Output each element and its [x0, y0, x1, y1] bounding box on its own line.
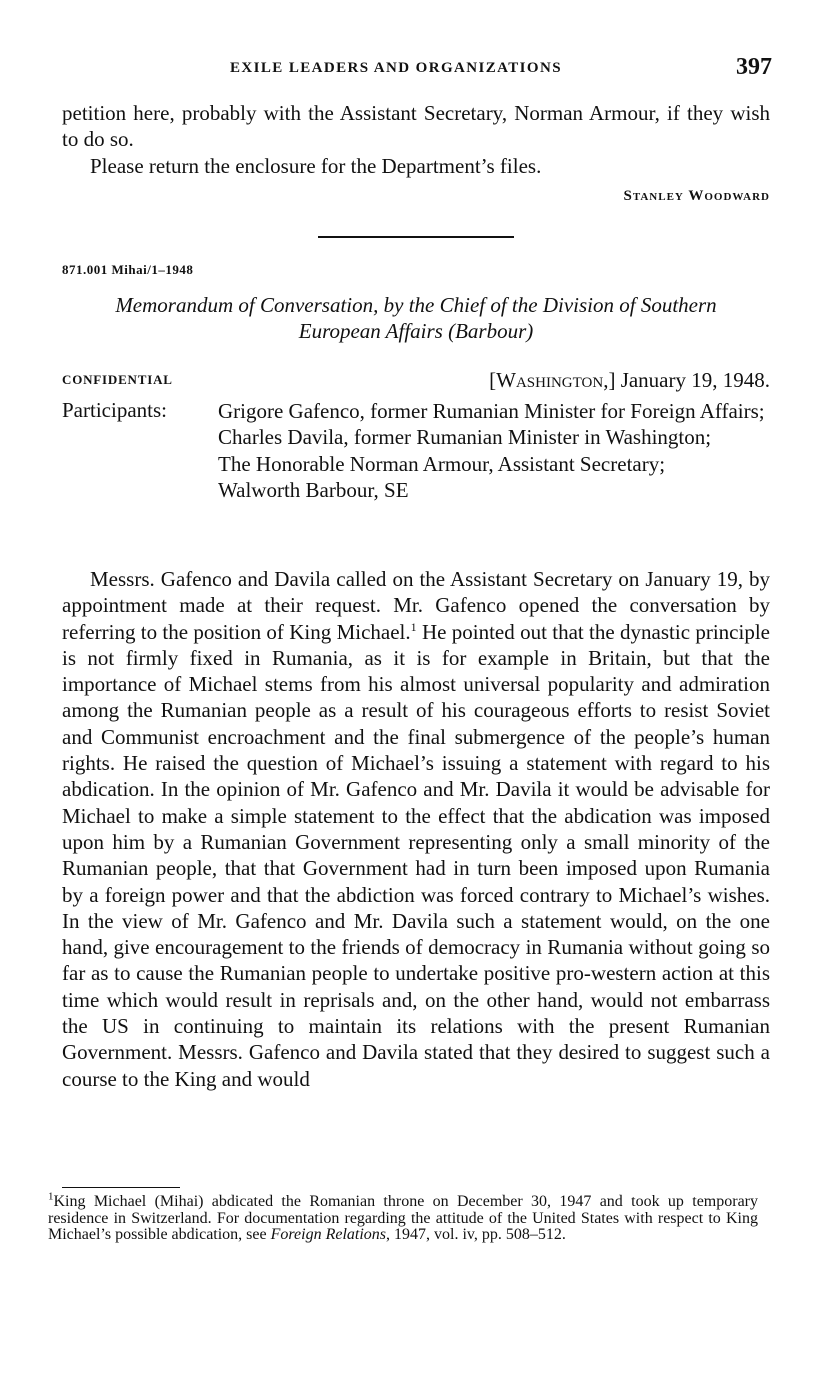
footnote-rule	[62, 1187, 180, 1188]
body-text-part2: He pointed out that the dynastic principle is not firmly fixed in Rumania, as it is for example in Britain, but that the importance of Michael stems from his almost universal popularity and admiration among the Rumanian people as a result of his courageous efforts to resist Soviet and Communist encroachment and the final submergence of the people’s human rights. He raised the question of Michael’s issuing a statement with regard to his abdication. In the opinion of Mr. Gafenco and Mr. Davila it would be advisable for Michael to make a simple statement to the effect that the abdication was imposed upon him by a Rumanian Government representing only a small minority of the Rumanian people, that that Government had in turn been imposed upon Rumania by a foreign power and that the abdiction was forced contrary to Michael’s wishes. In the view of Mr. Gafenco and Mr. Davila such a statement would, on the one hand, give encouragement to the friends of democracy in Rumania without going so far as to cause the Rumanian people to undertake positive pro-western action at this time which would result in reprisals and, on the other hand, would not embarrass the US in continuing to maintain its relations with the present Rumanian Government. Messrs. Gafenco and Davila stated that they desired to suggest such a course to the King and would	[62, 619, 770, 1091]
letter-continuation: petition here, probably with the Assistant Secretary, Norman Armour, if they wish to do so.	[62, 101, 770, 152]
participant-item: The Honorable Norman Armour, Assistant Secretary;	[218, 451, 666, 476]
dateline-place: [Washington,]	[489, 368, 616, 392]
letter-closing: Please return the enclosure for the Department’s files.	[90, 153, 542, 178]
footnote-text-a: King Michael (Mihai) abdicated the Romanian throne on December 30, 1947 and took up temporary residence in Switzerland. For documentation regarding the attitude of the United States with respect to King Michael’s possible abdication, see	[48, 1193, 758, 1243]
signature: Stanley Woodward	[623, 188, 770, 204]
participant-list	[218, 398, 770, 503]
footnote-number: 1	[48, 1190, 54, 1203]
classification-label: CONFIDENTIAL	[62, 372, 173, 387]
previous-letter	[62, 100, 770, 179]
running-title: EXILE LEADERS AND ORGANIZATIONS	[230, 60, 562, 76]
participant-item: Grigore Gafenco, former Rumanian Minister for Foreign Affairs;	[218, 399, 765, 423]
file-reference: 871.001 Mihai/1–1948	[62, 262, 194, 277]
participant-item: Charles Davila, former Rumanian Minister in Washington;	[218, 425, 712, 450]
footnote-source-title: Foreign Relations	[270, 1226, 386, 1243]
footnote-reference: 1	[410, 619, 417, 634]
memorandum-body	[62, 566, 770, 1092]
page-number: 397	[736, 54, 772, 80]
dateline	[489, 368, 770, 393]
participant-item: Walworth Barbour, SE	[218, 477, 409, 502]
document-title: Memorandum of Conversation, by the Chief of the Division of Southern European Affairs (Barbour)	[115, 293, 717, 343]
footnote	[48, 1190, 758, 1244]
footnote-text-b: , 1947, vol. iv, pp. 508–512.	[386, 1226, 566, 1243]
section-divider	[318, 236, 514, 238]
participants-label: Participants:	[62, 398, 167, 422]
body-text-part1: Messrs. Gafenco and Davila called on the Assistant Secretary on January 19, by appointment made at their request. Mr. Gafenco opened the conversation by referring to the position of King Michael.	[62, 567, 770, 644]
page-header	[62, 54, 772, 88]
body-paragraph	[62, 566, 770, 1092]
dateline-date: January 19, 1948.	[620, 368, 770, 392]
